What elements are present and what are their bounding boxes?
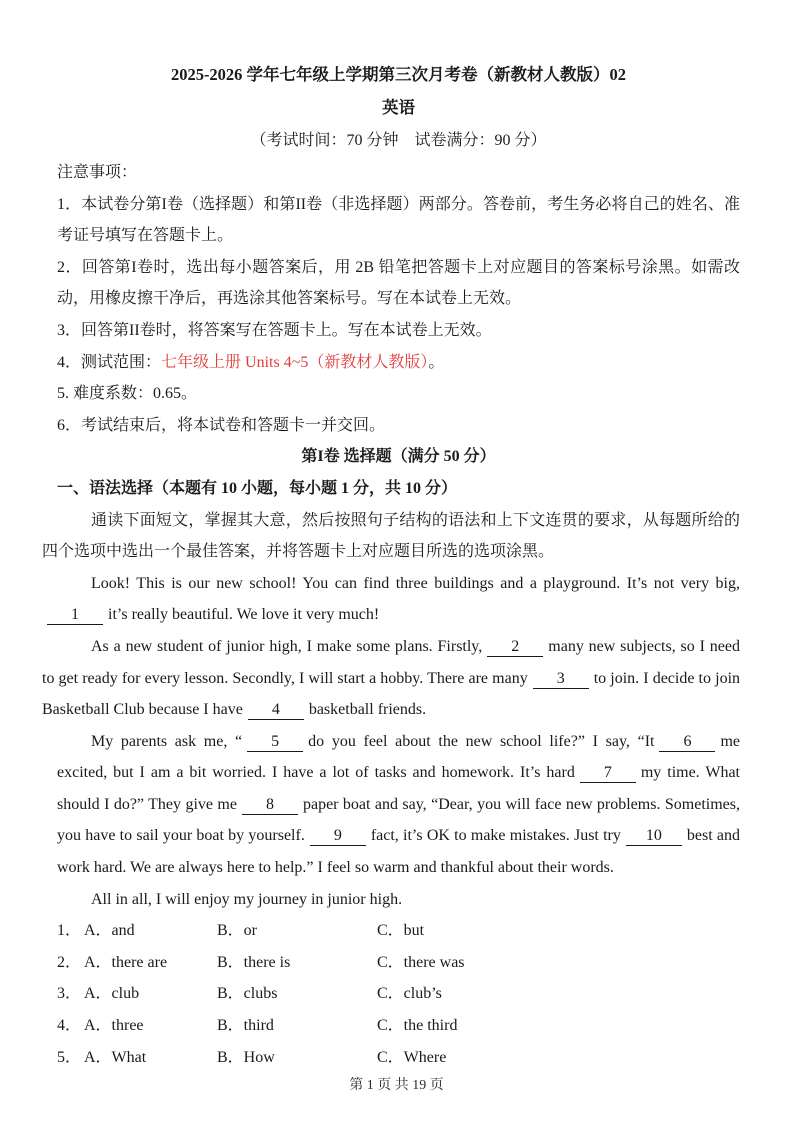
note-item-4 bbox=[57, 347, 740, 379]
passage-text: my time. What should I do?” They give me bbox=[57, 764, 740, 813]
option-a: A．What bbox=[84, 1048, 147, 1066]
question-row-2 bbox=[57, 947, 740, 979]
option-a: A．club bbox=[84, 985, 140, 1003]
passage-text: fact, it’s OK to make mistakes. Just try bbox=[370, 827, 621, 845]
question-number: 5． bbox=[57, 1048, 82, 1066]
note-item-4-suffix: 。 bbox=[428, 353, 445, 371]
blank-3: 3 bbox=[533, 670, 589, 689]
option-c: C．but bbox=[377, 922, 425, 940]
note-item-4-prefix: 4．测试范围： bbox=[57, 353, 162, 371]
exam-title: 2025-2026 学年七年级上学期第三次月考卷（新教材人教版）02 bbox=[170, 65, 627, 84]
passage-text: me excited, but I am a bit worried. I have a lot of tasks and homework. It’s hard bbox=[57, 732, 741, 782]
note-item-3: 3．回答第II卷时，将答案写在答题卡上。写在本试卷上无效。 bbox=[57, 321, 492, 339]
passage-paragraph-2 bbox=[42, 631, 740, 726]
question-row-1 bbox=[57, 915, 740, 947]
question-number: 1． bbox=[57, 922, 82, 940]
passage-text: Look! This is our new school! You can find three buildings and a playground. It’s not very big, bbox=[91, 574, 740, 592]
blank-6: 6 bbox=[659, 733, 715, 752]
passage-text: My parents ask me, “ bbox=[91, 732, 243, 750]
question-number: 4． bbox=[57, 1017, 82, 1035]
question-row-5 bbox=[57, 1042, 740, 1074]
question-number: 3． bbox=[57, 985, 82, 1003]
note-item-6: 6．考试结束后，将本试卷和答题卡一并交回。 bbox=[57, 416, 386, 434]
blank-4: 4 bbox=[248, 701, 304, 720]
part1-instructions: 通读下面短文，掌握其大意，然后按照句子结构的语法和上下文连贯的要求，从每题所给的四个选项中选出一个最佳答案，并将答题卡上对应题目所选的选项涂黑。 bbox=[42, 511, 740, 561]
question-number: 2． bbox=[57, 953, 82, 971]
exam-subject: 英语 bbox=[382, 98, 415, 117]
question-row-3 bbox=[57, 978, 740, 1010]
note-item-1: 1．本试卷分第I卷（选择题）和第II卷（非选择题）两部分。答卷前，考生务必将自己的姓名、准考证号填写在答题卡上。 bbox=[57, 195, 740, 245]
option-c: C．club’s bbox=[377, 985, 442, 1003]
passage-paragraph-1 bbox=[42, 568, 740, 631]
passage-text: many new subjects, so I need to get ready for every lesson. Secondly, I will start a hobby. There are many bbox=[42, 637, 740, 687]
passage-text: to join. I decide to join Basketball Club because I have bbox=[42, 669, 741, 719]
notes-heading: 注意事项： bbox=[57, 164, 138, 181]
section1-title: 第I卷 选择题（满分 50 分） bbox=[301, 448, 496, 466]
note-item-4-test-scope: 七年级上册 Units 4~5（新教材人教版） bbox=[161, 353, 429, 371]
passage-text: do you feel about the new school life?” I say, “It bbox=[308, 732, 655, 750]
passage-text: basketball friends. bbox=[308, 701, 427, 719]
passage-paragraph-3 bbox=[57, 726, 740, 884]
option-c: C．the third bbox=[377, 1017, 458, 1035]
option-b: B．there is bbox=[217, 953, 291, 971]
option-a: A．there are bbox=[84, 953, 168, 971]
blank-1: 1 bbox=[47, 606, 103, 625]
note-item-2: 2．回答第I卷时，选出每小题答案后，用 2B 铅笔把答题卡上对应题目的答案标号涂黑。如需改动，用橡皮擦干净后，再选涂其他答案标号。写在本试卷上无效。 bbox=[57, 258, 740, 308]
exam-info-line: （考试时间：70 分钟 试卷满分：90 分） bbox=[250, 132, 547, 149]
passage-paragraph-4: All in all, I will enjoy my journey in junior high. bbox=[91, 890, 403, 908]
passage-text: paper boat and say, “Dear, you will face new problems. Sometimes, you have to sail your boat by yourself. bbox=[57, 795, 740, 845]
blank-2: 2 bbox=[487, 638, 543, 657]
option-b: B．third bbox=[217, 1017, 274, 1035]
blank-10: 10 bbox=[626, 827, 682, 846]
option-b: B．or bbox=[217, 922, 258, 940]
option-c: C．there was bbox=[377, 953, 465, 971]
option-a: A．three bbox=[84, 1017, 144, 1035]
option-b: B．clubs bbox=[217, 985, 278, 1003]
note-item-5: 5. 难度系数：0.65。 bbox=[57, 385, 198, 403]
notes-section bbox=[57, 157, 740, 441]
blank-7: 7 bbox=[580, 764, 636, 783]
part1-heading: 一、语法选择（本题有 10 小题，每小题 1 分，共 10 分） bbox=[57, 479, 458, 497]
passage-text: best and work hard. We are always here to help.” I feel so warm and thankful about their words. bbox=[57, 827, 741, 877]
question-row-4 bbox=[57, 1010, 740, 1042]
option-a: A．and bbox=[84, 922, 135, 940]
page-footer: 第 1 页 共 19 页 bbox=[349, 1078, 444, 1093]
blank-9: 9 bbox=[310, 827, 366, 846]
passage-text: As a new student of junior high, I make some plans. Firstly, bbox=[91, 637, 483, 655]
blank-5: 5 bbox=[247, 733, 303, 752]
blank-8: 8 bbox=[242, 796, 298, 815]
option-b: B．How bbox=[217, 1048, 275, 1066]
question-list bbox=[57, 915, 740, 1073]
passage-text: it’s really beautiful. We love it very much! bbox=[108, 606, 380, 624]
cloze-passage bbox=[42, 568, 741, 916]
option-c: C．Where bbox=[377, 1048, 447, 1066]
